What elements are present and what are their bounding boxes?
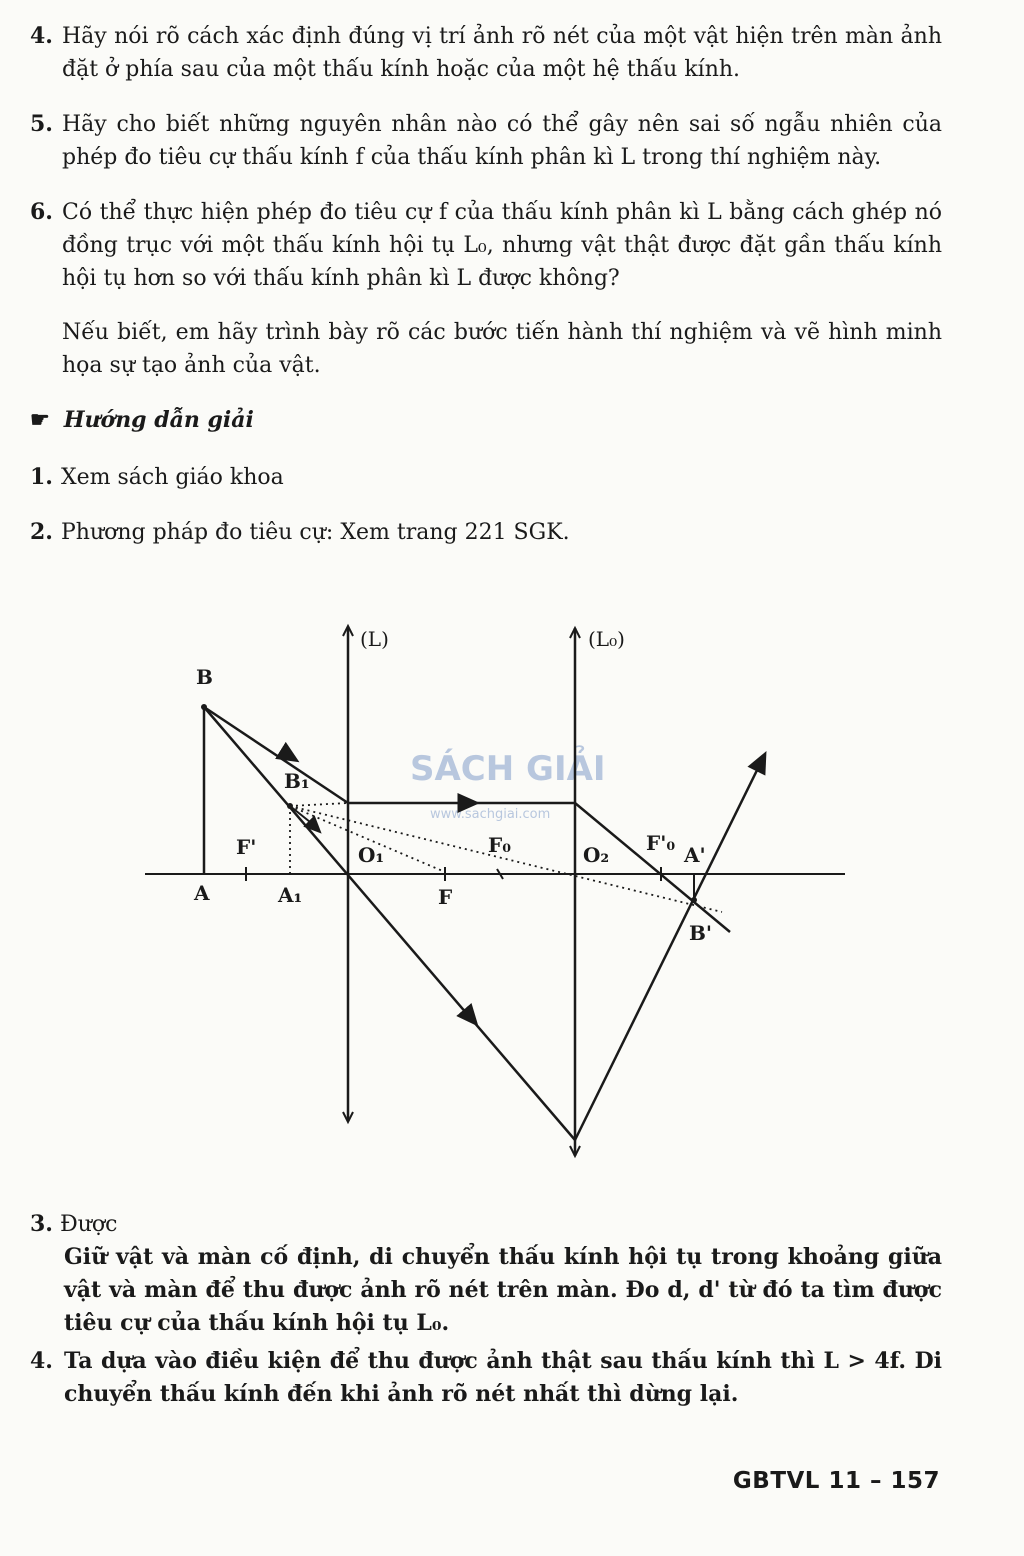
answer-3-title <box>30 1208 942 1241</box>
ray-arrow <box>310 822 316 828</box>
question-number: 4. <box>30 23 53 49</box>
answer-3-body: Giữ vật và màn cố định, di chuyển thấu kính hội tụ trong khoảng giữa vật và màn để thu được ảnh rõ nét trên màn. Đo d, d' từ đó ta tìm được tiêu cự của thấu kính hội tụ L₀. <box>64 1244 942 1336</box>
label-O1: O₁ <box>358 843 385 867</box>
dotted-B1-to-L <box>290 803 348 806</box>
question-6 <box>30 196 942 295</box>
answer-number: 1. <box>30 464 53 490</box>
answer-number: 3. <box>30 1211 53 1237</box>
ray-through-F0prime <box>575 803 730 932</box>
guide-heading-text: Hướng dẫn giải <box>63 407 254 433</box>
question-6-followup: Nếu biết, em hãy trình bày rõ các bước tiến hành thí nghiệm và vẽ hình minh họa sự tạo ảnh của vật. <box>62 320 942 378</box>
answer-1 <box>30 461 284 494</box>
question-text: Hãy cho biết những nguyên nhân nào có thể gây nên sai số ngẫu nhiên của phép đo tiêu cự thấu kính f của thấu kính phân kì L trong thí nghiệm này. <box>62 112 942 170</box>
ray-arrow <box>283 752 291 757</box>
label-Aprime: A' <box>684 843 706 867</box>
answer-2 <box>30 516 570 549</box>
label-F: F <box>438 885 453 909</box>
question-number: 5. <box>30 111 53 137</box>
point-Bprime-dot <box>691 897 697 903</box>
answer-4-body: Ta dựa vào điều kiện để thu được ảnh thật sau thấu kính thì L > 4f. Di chuyển thấu kính đến khi ảnh rõ nét nhất thì dừng lại. <box>64 1348 942 1407</box>
ray-B-to-lens-L <box>204 707 348 803</box>
question-text: Có thể thực hiện phép đo tiêu cự f của thấu kính phân kì L bằng cách ghép nó đồng trục với một thấu kính hội tụ L₀, nhưng vật thật được đặt gần thấu kính hội tụ hơn so với thấu kính phân kì L được không? <box>62 200 942 291</box>
answer-text: Phương pháp đo tiêu cự: Xem trang 221 SGK. <box>60 520 570 545</box>
guide-heading <box>30 407 254 433</box>
label-Fprime0: F'₀ <box>646 831 676 855</box>
watermark-text: SÁCH GIẢI <box>410 749 606 789</box>
label-Bprime: B' <box>689 921 713 945</box>
label-A: A <box>194 881 210 905</box>
label-B1: B₁ <box>284 769 310 793</box>
label-lens-L: (L) <box>360 627 389 651</box>
ray-arrow <box>757 760 762 770</box>
label-B: B <box>196 665 213 689</box>
answer-number: 2. <box>30 519 53 545</box>
ray-emergent-through-Bprime <box>575 758 763 1140</box>
pointing-hand-icon: ☛ <box>30 407 50 433</box>
answer-title: Được <box>59 1212 118 1237</box>
answer-text: Xem sách giáo khoa <box>60 465 284 490</box>
label-A1: A₁ <box>278 883 303 907</box>
label-O2: O₂ <box>583 843 610 867</box>
answer-3 <box>30 1208 942 1340</box>
label-F0: F₀ <box>488 833 511 857</box>
page-footer: GBTVL 11 – 157 <box>732 1468 940 1494</box>
question-text: Hãy nói rõ cách xác định đúng vị trí ảnh rõ nét của một vật hiện trên màn ảnh đặt ở phía sau của một thấu kính hoặc của một hệ thấu kính. <box>62 24 942 82</box>
answer-number: 4. <box>30 1348 53 1374</box>
optics-diagram <box>0 600 1024 1170</box>
label-Fprime: F' <box>236 835 257 859</box>
label-lens-L0: (L₀) <box>588 627 625 651</box>
question-4 <box>30 20 942 86</box>
question-number: 6. <box>30 199 53 225</box>
watermark-url: www.sachgiai.com <box>430 807 551 822</box>
question-5 <box>30 108 942 174</box>
answer-4 <box>30 1345 942 1411</box>
